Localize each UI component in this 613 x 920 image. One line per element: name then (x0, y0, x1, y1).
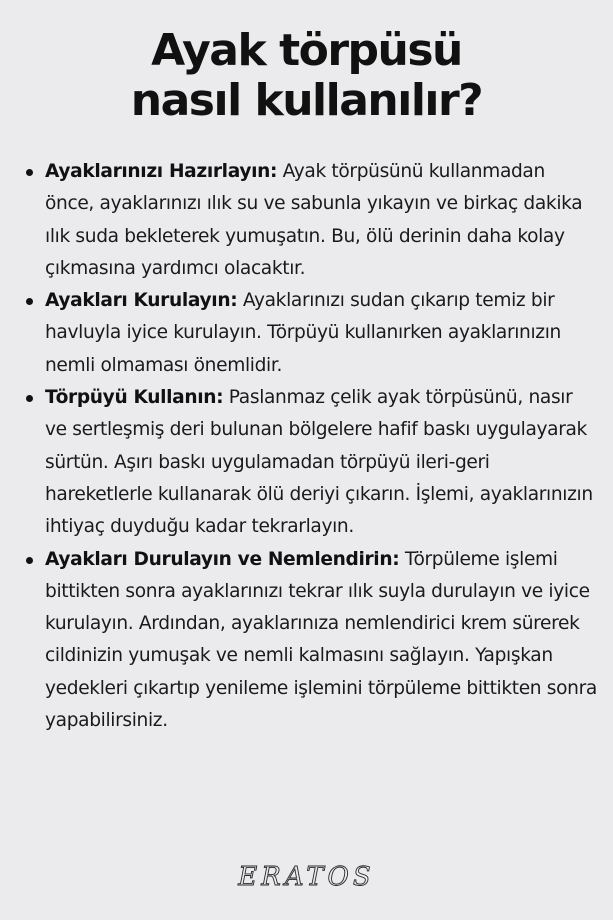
step-rinse-moisturize (24, 544, 599, 738)
brand-logo: ERATOS (238, 862, 375, 892)
title-line-2: nasıl kullanılır? (130, 75, 483, 126)
step-text: Törpüleme işlemi bittikten sonra ayaklarınızı tekrar ılık suyla durulayın ve iyice kurulayın. Ardından, ayaklarınıza nemlendirici krem sürerek cildinizin yumuşak ve nemli kalmasını sağlayın. Yapışkan yedekleri çıkartıp yenileme işlemini törpüleme bittikten sonra yapabilirsiniz. (45, 548, 597, 732)
step-prepare (24, 156, 599, 285)
title-line-1: Ayak törpüsü (151, 25, 462, 76)
step-dry (24, 285, 599, 382)
step-text: Ayaklarınızı sudan çıkarıp temiz bir havluyla iyice kurulayın. Törpüyü kullanırken ayaklarınızın nemli olmaması önemlidir. (45, 290, 561, 376)
step-text: Paslanmaz çelik ayak törpüsünü, nasır ve sertleşmiş deri bulunan bölgelere hafif baskı uygulayarak sürtün. Aşırı baskı uygulamadan törpüyü ileri-geri hareketlerle kullanarak ölü deriyi çıkarın. İşlemi, ayaklarınızın ihtiyaç duyduğu kadar tekrarlayın. (45, 387, 593, 538)
steps-list (24, 156, 599, 737)
bullet-icon (26, 298, 33, 305)
bullet-icon (26, 395, 33, 402)
step-use-file (24, 382, 599, 543)
page-title (0, 26, 613, 126)
step-text: Ayak törpüsünü kullanmadan önce, ayaklarınızı ılık su ve sabunla yıkayın ve birkaç dakika ılık suda bekleterek yumuşatın. Bu, ölü derinin daha kolay çıkmasına yardımcı olacaktır. (45, 161, 583, 279)
bullet-icon (26, 557, 33, 564)
step-heading: Ayakları Durulayın ve Nemlendirin: (45, 548, 400, 570)
step-heading: Törpüyü Kullanın: (45, 387, 224, 409)
bullet-icon (26, 169, 33, 176)
step-heading: Ayakları Kurulayın: (45, 290, 238, 312)
step-heading: Ayaklarınızı Hazırlayın: (45, 161, 278, 182)
